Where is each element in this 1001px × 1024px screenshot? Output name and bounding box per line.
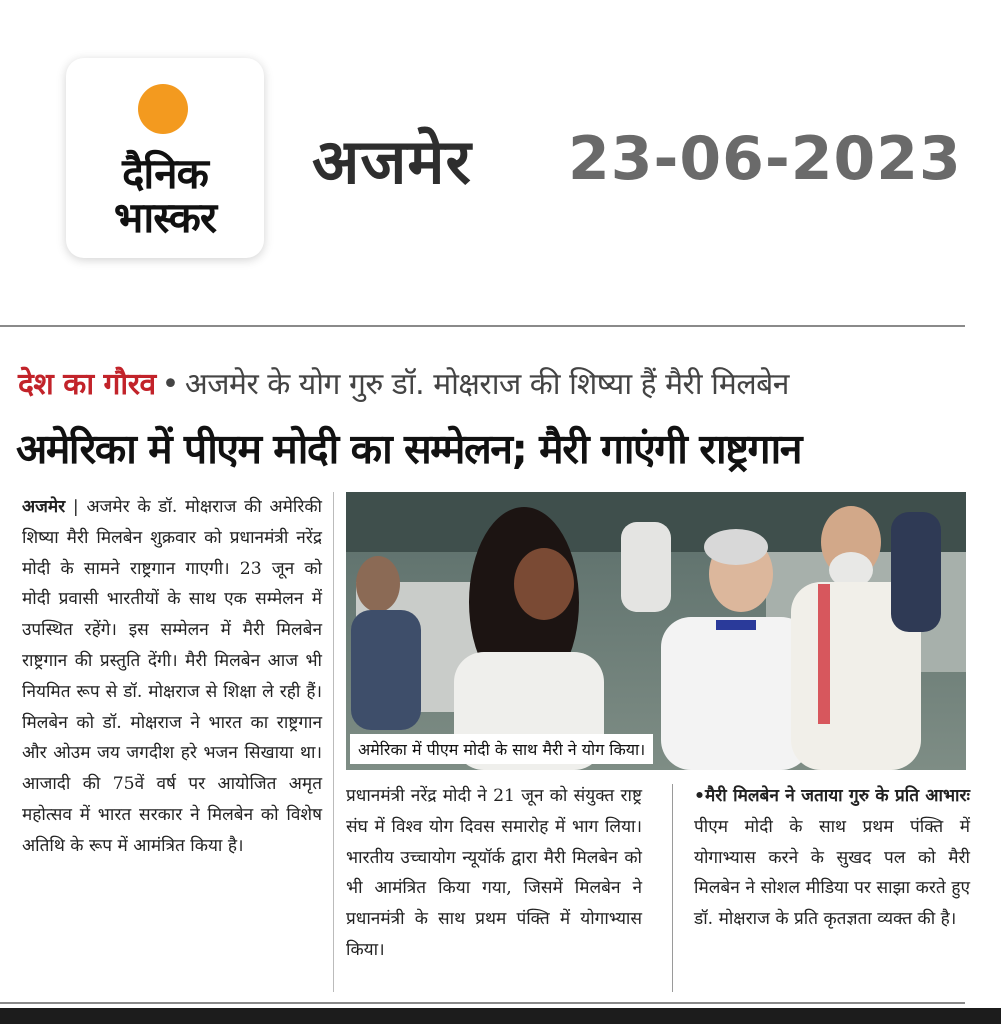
article-column-2: प्रधानमंत्री नरेंद्र मोदी ने 21 जून को संयुक्त राष्ट्र संघ में विश्व योग दिवस समारोह में भाग लिया। भारतीय उच्चायोग न्यूयॉर्क द्वारा मैरी मिलबेन को भी आमंत्रित किया गया, जिसमें मिलबेन ने प्रधानमंत्री के साथ प्रथम पंक्ति में योगाभ्यास किया। [346, 786, 642, 960]
kicker-line [18, 362, 968, 403]
dainik-bhaskar-logo [66, 58, 264, 258]
footer-divider [0, 1002, 965, 1004]
article-column-3 [694, 781, 970, 935]
kicker-label: देश का गौरव [18, 367, 156, 402]
kicker-text: अजमेर के योग गुरु डॉ. मोक्षराज की शिष्या हैं मैरी मिलबेन [184, 367, 789, 402]
column-divider [333, 492, 334, 992]
kicker-bullet: • [161, 367, 179, 402]
sun-logo-icon [138, 84, 188, 134]
header-divider [0, 325, 965, 327]
article-photo [346, 492, 966, 770]
dateline: अजमेर [22, 497, 66, 517]
yoga-photo-illustration [346, 492, 966, 770]
column-3-text: पीएम मोदी के साथ प्रथम पंक्ति में योगाभ्यास करने के सुखद पल को मैरी मिलबेन ने सोशल मीडिया पर साझा करते हुए डॉ. मोक्षराज के प्रति कृतज्ञता व्यक्त की है। [694, 816, 970, 930]
column-3-subhead: •मैरी मिलबेन ने जताया गुरु के प्रति आभारः [694, 786, 970, 806]
photo-caption: अमेरिका में पीएम मोदी के साथ मैरी ने योग किया। [350, 734, 653, 764]
edition-city: अजमेर [312, 125, 472, 198]
logo-text-line2: भास्कर [113, 193, 217, 242]
article-column-1: अजमेर | अजमेर के डॉ. मोक्षराज की अमेरिकी शिष्या मैरी मिलबेन शुक्रवार को प्रधानमंत्री नरेंद्र मोदी के सामने राष्ट्रगान गाएगी। 23 जून को मोदी प्रवासी भारतीयों के साथ एक सम्मेलन में उपस्थित रहेंगे। इस सम्मेलन में मैरी मिलबेन राष्ट्रगान की प्रस्तुति देंगी। मैरी मिलबेन आज भी नियमित रूप से डॉ. मोक्षराज से शिक्षा ले रही हैं। मिलबेन को डॉ. मोक्षराज ने भारत का राष्ट्रगान और ओउम जय जगदीश हरे भजन सिखाया था। आजादी की 75वें वर्ष पर आयोजित अमृत महोत्सव में भारत सरकार ने मिलबेन को विशेष अतिथि के रूप में आमंत्रित किया है। [22, 497, 323, 856]
article-headline: अमेरिका में पीएम मोदी का सम्मेलन; मैरी गाएंगी राष्ट्रगान [16, 425, 801, 473]
logo-text-line1: दैनिक [122, 149, 208, 198]
bottom-bar [0, 1008, 1001, 1024]
column-1-text: अजमेर के डॉ. मोक्षराज की अमेरिकी शिष्या मैरी मिलबेन शुक्रवार को प्रधानमंत्री नरेंद्र मोदी के सामने राष्ट्रगान गाएगी। 23 जून को मोदी प्रवासी भारतीयों के साथ एक सम्मेलन में उपस्थित रहेंगे। इस सम्मेलन में मैरी मिलबेन राष्ट्रगान की प्रस्तुति देंगी। मैरी मिलबेन आज भी नियमित रूप से डॉ. मोक्षराज से शिक्षा ले रही हैं। मिलबेन को डॉ. मोक्षराज ने भारत का राष्ट्रगान और ओउम जय जगदीश हरे भजन सिखाया था। आजादी की 75वें वर्ष पर आयोजित अमृत महोत्सव में भारत सरकार ने मिलबेन को विशेष अतिथि के रूप में आमंत्रित किया है। [22, 497, 323, 856]
edition-date: 23-06-2023 [568, 124, 962, 194]
column-divider-2 [672, 784, 673, 992]
